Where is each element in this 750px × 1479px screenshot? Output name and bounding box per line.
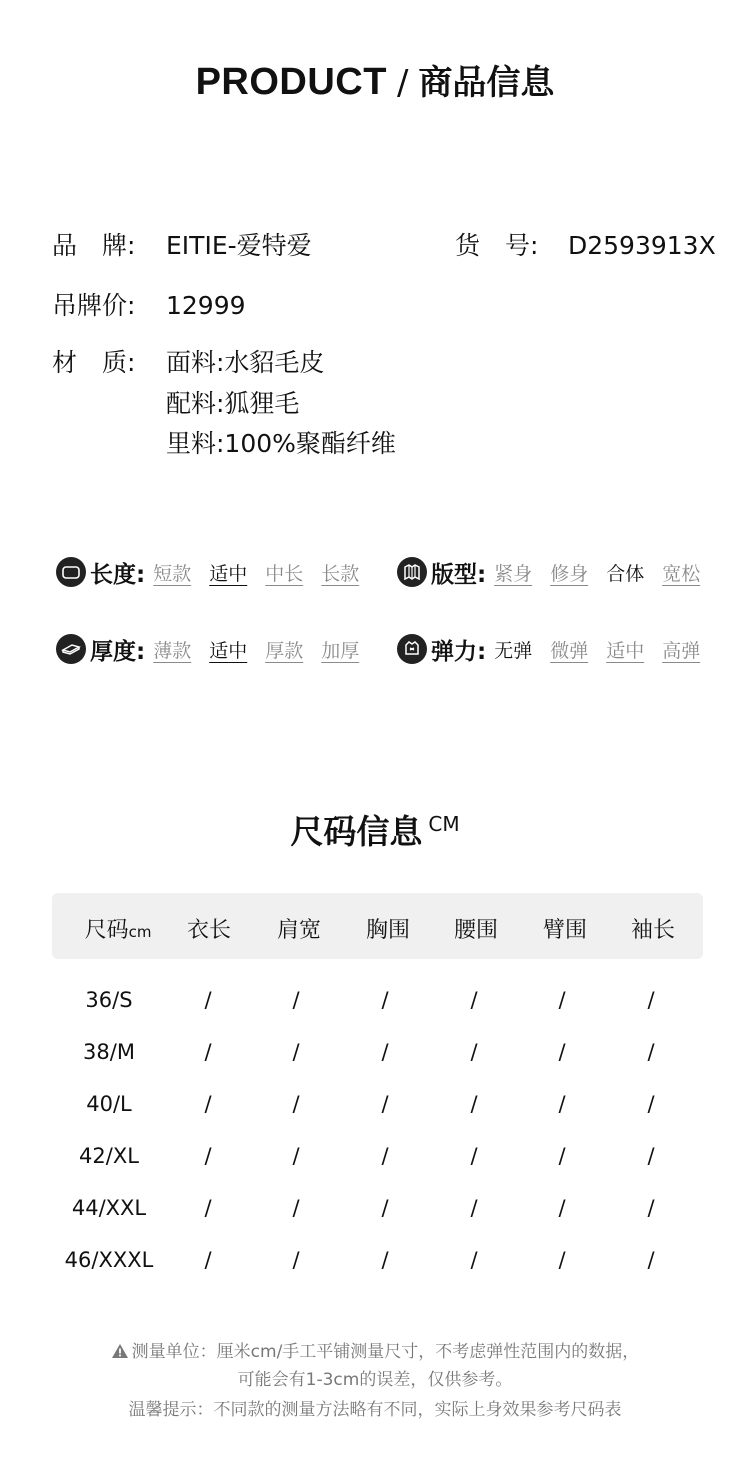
table-cell: / [292,1144,300,1168]
table-row [0,1196,750,1226]
attribute-option: 长款 [321,562,360,585]
price-label: 吊牌价: [52,291,136,320]
header-size-label: 尺码 [84,918,129,943]
table-row [0,1092,750,1122]
attribute-fit [397,555,718,589]
table-cell: / [204,1248,212,1272]
note-line-3: 温馨提示：不同款的测量方法略有不同，实际上身效果参考尺码表 [128,1400,622,1420]
material-row [52,343,135,379]
table-row [0,1040,750,1070]
attribute-option: 加厚 [321,639,360,662]
table-cell: 40/L [86,1092,132,1116]
table-cell: / [558,1092,566,1116]
attribute-name: 弹力: [431,638,487,665]
sku-row [455,226,716,262]
table-cell: / [381,988,389,1012]
attribute-option: 厚款 [265,639,304,662]
table-cell: / [470,1196,478,1220]
note-line-2: 可能会有1-3cm的误差，仅供参考。 [237,1370,513,1390]
title-separator: / [396,63,409,103]
size-table-header [52,893,703,959]
attribute-thickness [56,632,377,666]
table-cell: / [381,1248,389,1272]
measurement-note [0,1337,750,1364]
table-cell: / [204,1092,212,1116]
attribute-option: 微弹 [550,639,589,662]
table-row [0,988,750,1018]
sku-label: 货 号: [455,231,539,260]
attribute-option: 短款 [153,562,192,585]
table-cell: / [292,988,300,1012]
attribute-length [56,555,377,589]
table-cell: / [381,1144,389,1168]
attribute-option: 中长 [265,562,304,585]
table-cell: / [647,1040,655,1064]
brand-label: 品 牌: [52,231,136,260]
table-cell: / [647,1144,655,1168]
attribute-option: 宽松 [662,562,701,585]
attribute-option: 适中 [606,639,645,662]
table-cell: / [204,1040,212,1064]
table-cell: / [381,1092,389,1116]
table-cell: / [292,1196,300,1220]
table-cell: / [470,1144,478,1168]
table-cell: / [558,988,566,1012]
size-title-text: 尺码信息 [290,812,423,851]
table-cell: / [204,1144,212,1168]
header-sleeve: 袖长 [630,918,676,943]
table-cell: / [381,1196,389,1220]
table-cell: / [292,1040,300,1064]
material-label: 材 质: [52,348,136,377]
table-cell: / [558,1144,566,1168]
table-cell: / [292,1248,300,1272]
table-cell: / [204,988,212,1012]
table-cell: 46/XXXL [64,1248,154,1272]
table-cell: 36/S [85,988,133,1012]
header-shoulder: 肩宽 [276,918,322,943]
attribute-elasticity [397,632,718,666]
attribute-option-selected: 无弹 [494,639,533,662]
table-cell: 42/XL [79,1144,139,1168]
page-title [0,55,750,104]
elasticity-icon [397,634,427,664]
sku-value: D2593913X [568,231,716,260]
header-chest: 胸围 [365,918,411,943]
attribute-option: 修身 [550,562,589,585]
table-cell: / [647,1248,655,1272]
attribute-option: 高弹 [662,639,701,662]
table-row [0,1144,750,1174]
table-cell: 38/M [83,1040,135,1064]
attribute-option-selected: 适中 [209,562,248,585]
table-cell: / [470,1248,478,1272]
title-chinese: 商品信息 [418,63,555,103]
table-cell: / [647,1092,655,1116]
brand-value: EITIE-爱特爱 [166,231,312,260]
table-cell: / [470,988,478,1012]
table-cell: / [292,1092,300,1116]
attribute-name: 厚度: [90,638,146,665]
attribute-option-selected: 适中 [209,639,248,662]
table-cell: / [647,988,655,1012]
material-line: 配料:狐狸毛 [166,389,300,418]
title-english: PRODUCT [195,61,387,103]
material-line: 面料:水貂毛皮 [166,348,325,377]
attribute-option: 紧身 [494,562,533,585]
table-cell: / [470,1040,478,1064]
brand-row [52,226,312,262]
table-cell: / [470,1092,478,1116]
price-row [52,286,246,322]
size-section-title [0,806,750,853]
table-row [0,1248,750,1278]
table-cell: / [204,1196,212,1220]
warning-icon [111,1343,129,1364]
material-line: 里料:100%聚酯纤维 [166,429,396,458]
attribute-option: 薄款 [153,639,192,662]
table-cell: / [558,1196,566,1220]
price-value: 12999 [166,291,246,320]
table-cell: / [558,1040,566,1064]
header-size [85,913,152,944]
table-cell: 44/XXL [71,1196,147,1220]
size-title-unit: CM [428,812,460,836]
header-waist: 腰围 [453,918,499,943]
table-cell: / [381,1040,389,1064]
header-length: 衣长 [186,918,232,943]
table-cell: / [647,1196,655,1220]
thickness-icon [56,634,86,664]
note-line-1: 测量单位：厘米cm/手工平铺测量尺寸，不考虑弹性范围内的数据， [131,1342,640,1362]
attribute-name: 版型: [431,561,487,588]
length-icon [56,557,86,587]
header-size-unit: cm [128,923,152,941]
table-cell: / [558,1248,566,1272]
attribute-option-selected: 合体 [606,562,645,585]
header-arm: 臂围 [542,918,588,943]
attribute-name: 长度: [90,561,146,588]
fit-icon [397,557,427,587]
